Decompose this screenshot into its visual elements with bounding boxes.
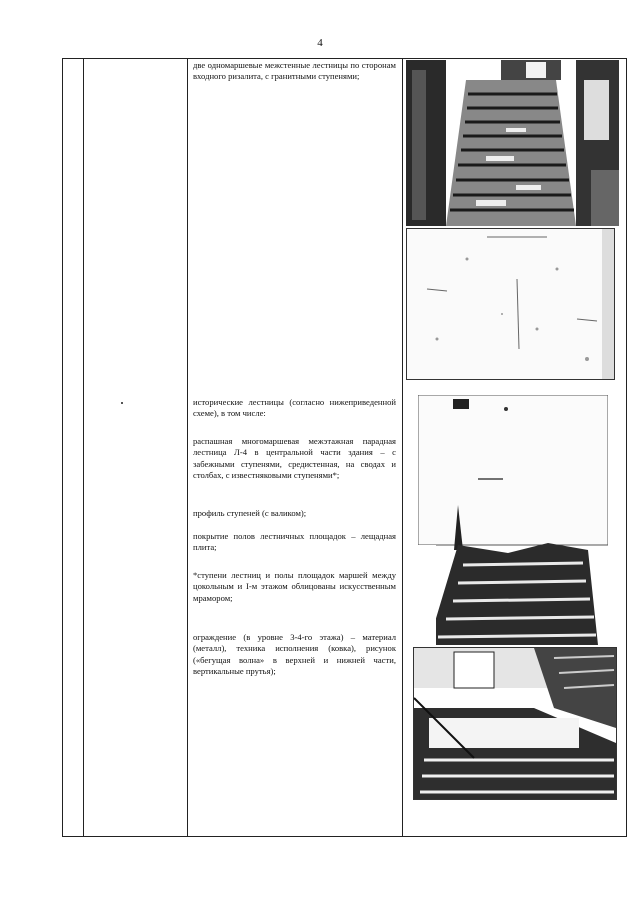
photo-main-stair [418, 395, 608, 645]
scan-speck [121, 402, 123, 404]
text-two-stairs: две одномаршевые межстенные лестницы по сторонам входного ризалита, с гранитными ступенями; [193, 60, 396, 82]
photo-wall [406, 228, 615, 380]
text-step-profile: профиль ступеней (с валиком); [193, 508, 307, 518]
text-main-stair: распашная многомаршевая межэтажная парадная лестница Л-4 в центральной части здания – с забежными ступенями, средистенная, на сводах и столбах, с известняковыми ступенями*; [193, 436, 396, 481]
column-divider [402, 58, 403, 837]
text-marble-note: *ступени лестниц и полы площадок маршей между цокольным и I-м этажом облицованы искусственным мрамором; [193, 570, 396, 603]
photo-railing [413, 647, 617, 800]
photo-granite-stair [406, 60, 619, 226]
text-railing: ограждение (в уровне 3-4-го этажа) – материал (металл), техника исполнения (ковка), рисунок («бегущая волна» в верхней и нижней части, вертикальные прутья); [193, 632, 396, 677]
page-number: 4 [317, 37, 323, 49]
text-landings: покрытие полов лестничных площадок – лещадная плита; [193, 531, 396, 553]
column-divider [83, 58, 84, 837]
text-historic-stairs: исторические лестницы (согласно нижеприведенной схеме), в том числе: [193, 397, 396, 419]
column-divider [187, 58, 188, 837]
